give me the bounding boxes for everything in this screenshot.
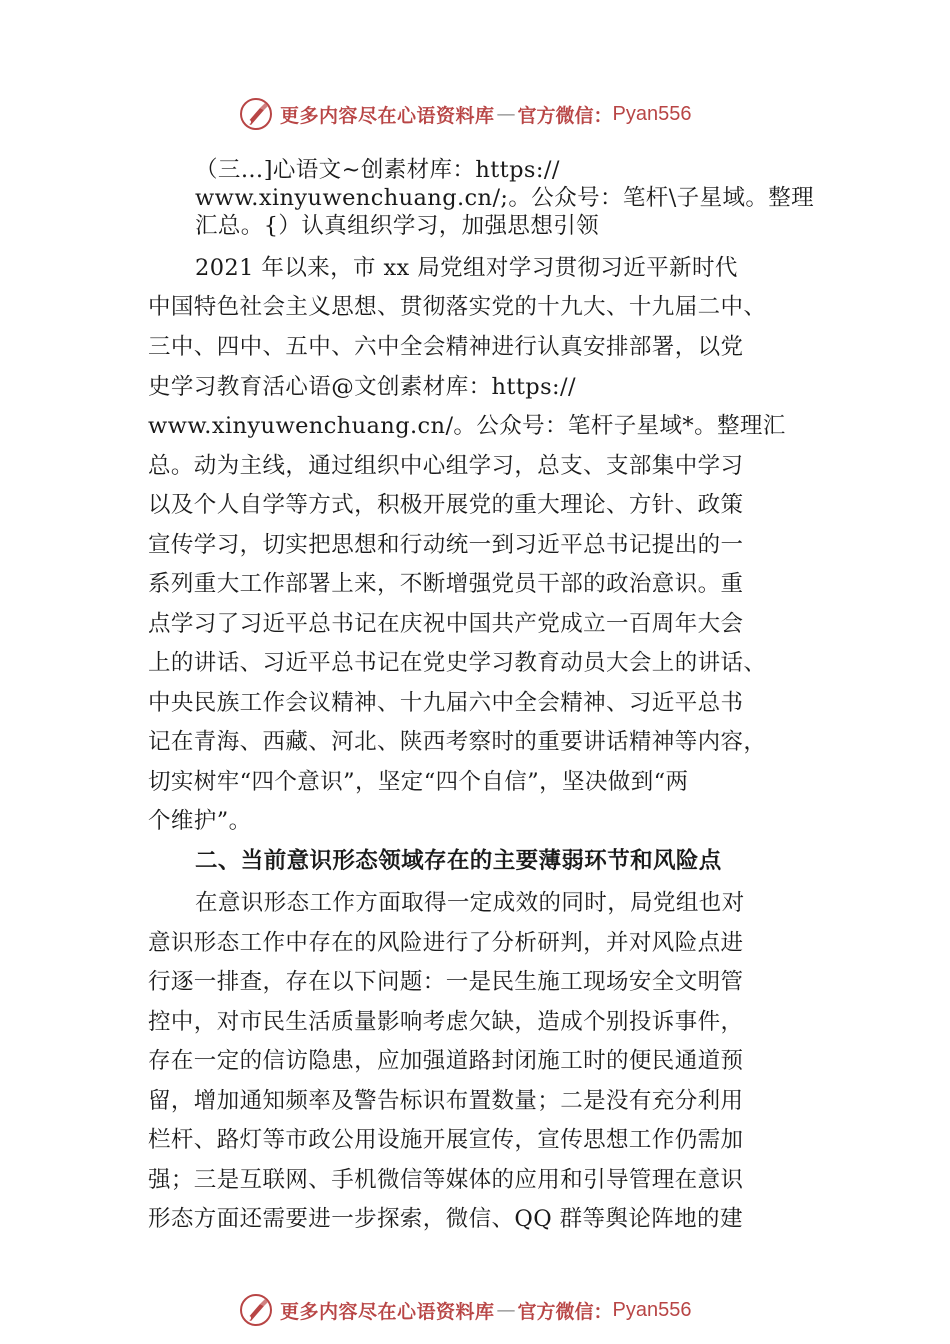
footer-banner: [0, 1290, 950, 1330]
body-line: 2021 年以来，市 xx 局党组对学习贯彻习近平新时代: [195, 255, 738, 281]
footer-banner-separator: —: [496, 1299, 516, 1321]
body-line: 三中、四中、五中、六中全会精神进行认真安排部署，以党: [148, 334, 744, 360]
body-line: 记在青海、西藏、河北、陕西考察时的重要讲话精神等内容，: [148, 729, 767, 755]
body-line: 个维护”。: [148, 808, 252, 834]
body-line: 中国特色社会主义思想、贯彻落实党的十九大、十九届二中、: [148, 294, 767, 320]
body-line: 控中，对市民生活质量影响考虑欠缺，造成个别投诉事件，: [148, 1009, 744, 1035]
body-line: www.xinyuwenchuang.cn/;。公众号：笔杆\子星域。整理: [195, 185, 815, 211]
body-line: 以及个人自学等方式，积极开展党的重大理论、方针、政策: [148, 492, 744, 518]
body-line: 意识形态工作中存在的风险进行了分析研判，并对风险点进: [148, 930, 744, 956]
banner-wechat-id: Pyan556: [612, 102, 692, 125]
banner-wechat-label: 官方微信：: [517, 104, 613, 127]
footer-banner-wechat-label: 官方微信：: [517, 1300, 613, 1323]
body-line: 形态方面还需要进一步探索，微信、QQ 群等舆论阵地的建: [148, 1206, 743, 1232]
header-banner: [0, 94, 950, 134]
footer-banner-wechat-id: Pyan556: [612, 1298, 692, 1321]
banner-separator: —: [496, 103, 516, 125]
body-line: 汇总。{）认真组织学习，加强思想引领: [195, 213, 600, 239]
body-line: 行逐一排查，存在以下问题：一是民生施工现场安全文明管: [148, 969, 744, 995]
body-line: 上的讲话、习近平总书记在党史学习教育动员大会上的讲话、: [148, 650, 767, 676]
banner-title: 更多内容尽在心语资料库: [280, 104, 495, 127]
pen-nib-logo-icon: [238, 1292, 274, 1328]
body-line: www.xinyuwenchuang.cn/。公众号：笔杆子星域*。整理汇: [148, 413, 786, 439]
footer-banner-title: 更多内容尽在心语资料库: [280, 1300, 495, 1323]
body-line: 系列重大工作部署上来，不断增强党员干部的政治意识。重: [148, 571, 744, 597]
body-line: （三…]心语文~创素材库：https://: [195, 157, 560, 183]
body-line: 宣传学习，切实把思想和行动统一到习近平总书记提出的一: [148, 532, 744, 558]
body-line: 在意识形态工作方面取得一定成效的同时，局党组也对: [195, 890, 745, 916]
body-line: 留，增加通知频率及警告标识布置数量；二是没有充分利用: [148, 1088, 744, 1114]
body-line: 切实树牢“四个意识”，坚定“四个自信”，坚决做到“两: [148, 769, 689, 795]
section-heading: 二、当前意识形态领域存在的主要薄弱环节和风险点: [195, 848, 722, 874]
body-line: 存在一定的信访隐患，应加强道路封闭施工时的便民通道预: [148, 1048, 744, 1074]
body-line: 中央民族工作会议精神、十九届六中全会精神、习近平总书: [148, 690, 744, 716]
body-line: 栏杆、路灯等市政公用设施开展宣传，宣传思想工作仍需加: [148, 1127, 744, 1153]
body-line: 点学习了习近平总书记在庆祝中国共产党成立一百周年大会: [148, 611, 744, 637]
body-line: 强；三是互联网、手机微信等媒体的应用和引导管理在意识: [148, 1167, 744, 1193]
body-line: 史学习教育活心语@文创素材库：https://: [148, 374, 576, 400]
pen-nib-logo-icon: [238, 96, 274, 132]
body-line: 总。动为主线，通过组织中心组学习，总支、支部集中学习: [148, 453, 744, 479]
